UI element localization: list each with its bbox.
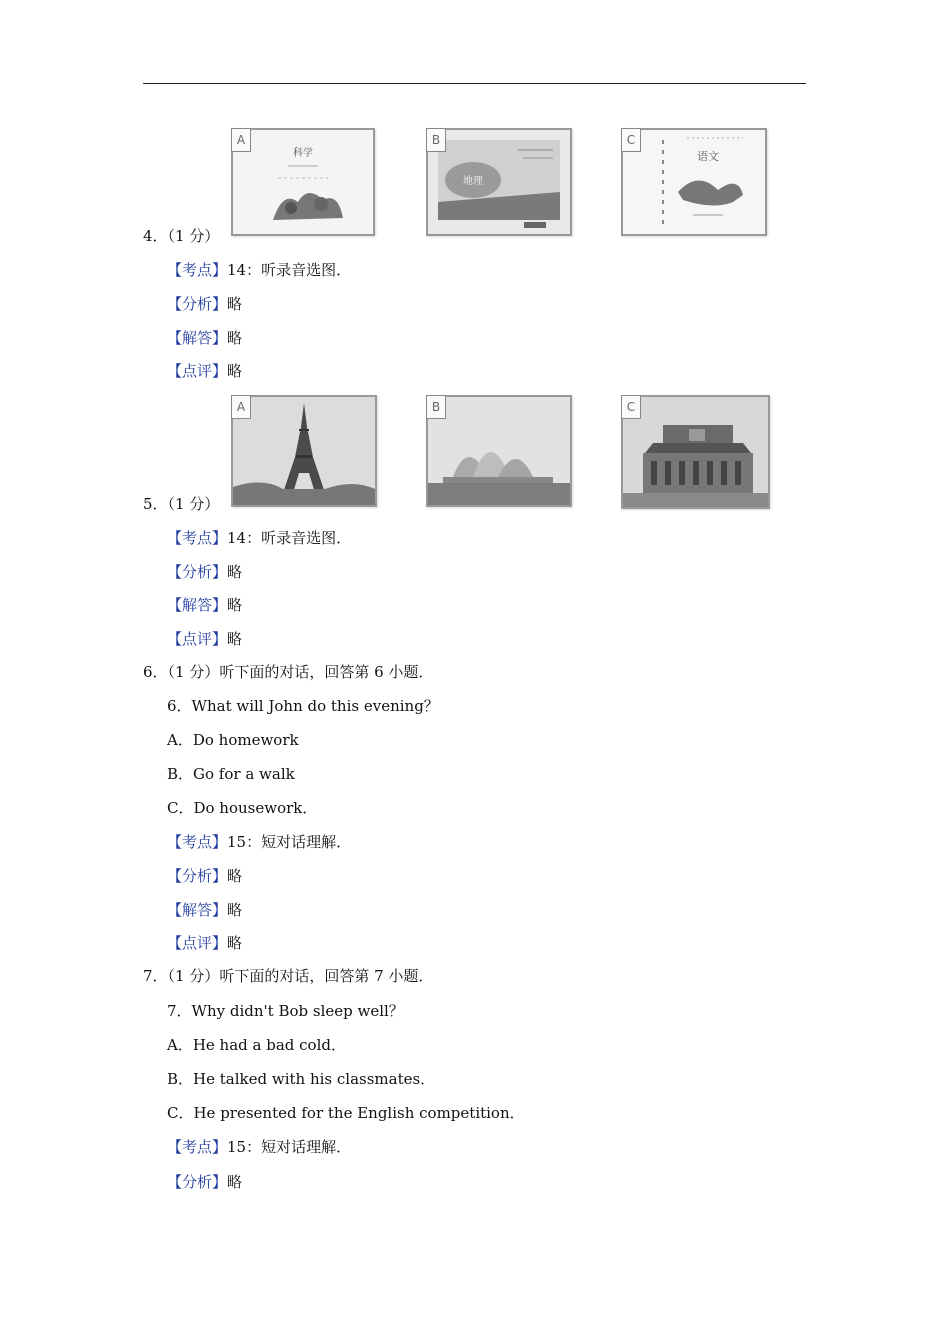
tiananmen-icon xyxy=(623,397,768,507)
tag-kaodian: 【考点】 xyxy=(167,833,228,851)
q4-jieda: 【解答】略 xyxy=(167,329,243,347)
option-letter: A xyxy=(231,128,251,152)
q6-dianping: 【点评】略 xyxy=(167,934,243,952)
question-6-head: 6．（1 分）听下面的对话，回答第 6 小题． xyxy=(143,663,434,681)
cover-title: 地理 xyxy=(463,176,483,187)
figure-row-q4 xyxy=(228,128,773,243)
option-letter: B xyxy=(426,395,446,419)
figure-option-c[interactable] xyxy=(621,128,767,236)
science-book-cover-icon xyxy=(233,130,373,234)
tag-jieda: 【解答】 xyxy=(167,901,228,919)
figure-option-a[interactable] xyxy=(231,128,375,236)
tag-fenxi: 【分析】 xyxy=(167,295,228,313)
option-letter: C xyxy=(621,128,641,152)
header-rule xyxy=(143,83,806,84)
q6-option-a: A．Do homework xyxy=(167,731,299,749)
q5-jieda: 【解答】略 xyxy=(167,596,243,614)
option-letter: C xyxy=(621,395,641,419)
tag-kaodian: 【考点】 xyxy=(167,261,228,279)
q7-stem: 7．Why didn't Bob sleep well？ xyxy=(167,1002,404,1020)
figure-option-b[interactable] xyxy=(426,395,572,507)
q7-option-c: C．He presented for the English competition． xyxy=(167,1104,525,1122)
tag-jieda: 【解答】 xyxy=(167,596,228,614)
q6-kaodian: 【考点】15：短对话理解． xyxy=(167,833,352,851)
chinese-book-cover-icon xyxy=(623,130,765,234)
cover-title: 语文 xyxy=(697,150,719,163)
eiffel-tower-icon xyxy=(233,397,375,505)
q6-stem: 6．What will John do this evening？ xyxy=(167,697,439,715)
q6-option-b: B．Go for a walk xyxy=(167,765,295,783)
q4-dianping: 【点评】略 xyxy=(167,362,243,380)
figure-option-a[interactable] xyxy=(231,395,377,507)
q7-option-a: A．He had a bad cold． xyxy=(167,1036,346,1054)
tag-dianping: 【点评】 xyxy=(167,362,228,380)
sydney-opera-house-icon xyxy=(428,397,570,505)
q4-fenxi: 【分析】略 xyxy=(167,295,243,313)
tag-fenxi: 【分析】 xyxy=(167,563,228,581)
figure-row-q5 xyxy=(228,395,773,510)
q5-fenxi: 【分析】略 xyxy=(167,563,243,581)
q5-dianping: 【点评】略 xyxy=(167,630,243,648)
figure-option-c[interactable] xyxy=(621,395,770,509)
option-letter: A xyxy=(231,395,251,419)
q7-option-b: B．He talked with his classmates． xyxy=(167,1070,436,1088)
tag-dianping: 【点评】 xyxy=(167,934,228,952)
q7-kaodian: 【考点】15：短对话理解． xyxy=(167,1138,352,1156)
q4-kaodian: 【考点】14：听录音选图． xyxy=(167,261,352,279)
tag-dianping: 【点评】 xyxy=(167,630,228,648)
tag-jieda: 【解答】 xyxy=(167,329,228,347)
q5-kaodian: 【考点】14：听录音选图． xyxy=(167,529,352,547)
cover-title: 科学 xyxy=(293,148,313,159)
q6-option-c: C．Do housework． xyxy=(167,799,318,817)
q6-jieda: 【解答】略 xyxy=(167,901,243,919)
option-letter: B xyxy=(426,128,446,152)
tag-fenxi: 【分析】 xyxy=(167,1173,228,1191)
question-5-head: 5．（1 分） xyxy=(143,495,220,513)
geography-book-cover-icon xyxy=(428,130,570,234)
tag-kaodian: 【考点】 xyxy=(167,529,228,547)
tag-fenxi: 【分析】 xyxy=(167,867,228,885)
question-4-head: 4．（1 分） xyxy=(143,227,220,245)
tag-kaodian: 【考点】 xyxy=(167,1138,228,1156)
figure-option-b[interactable] xyxy=(426,128,572,236)
q6-fenxi: 【分析】略 xyxy=(167,867,243,885)
question-7-head: 7．（1 分）听下面的对话，回答第 7 小题． xyxy=(143,967,434,985)
q7-fenxi: 【分析】略 xyxy=(167,1173,243,1191)
